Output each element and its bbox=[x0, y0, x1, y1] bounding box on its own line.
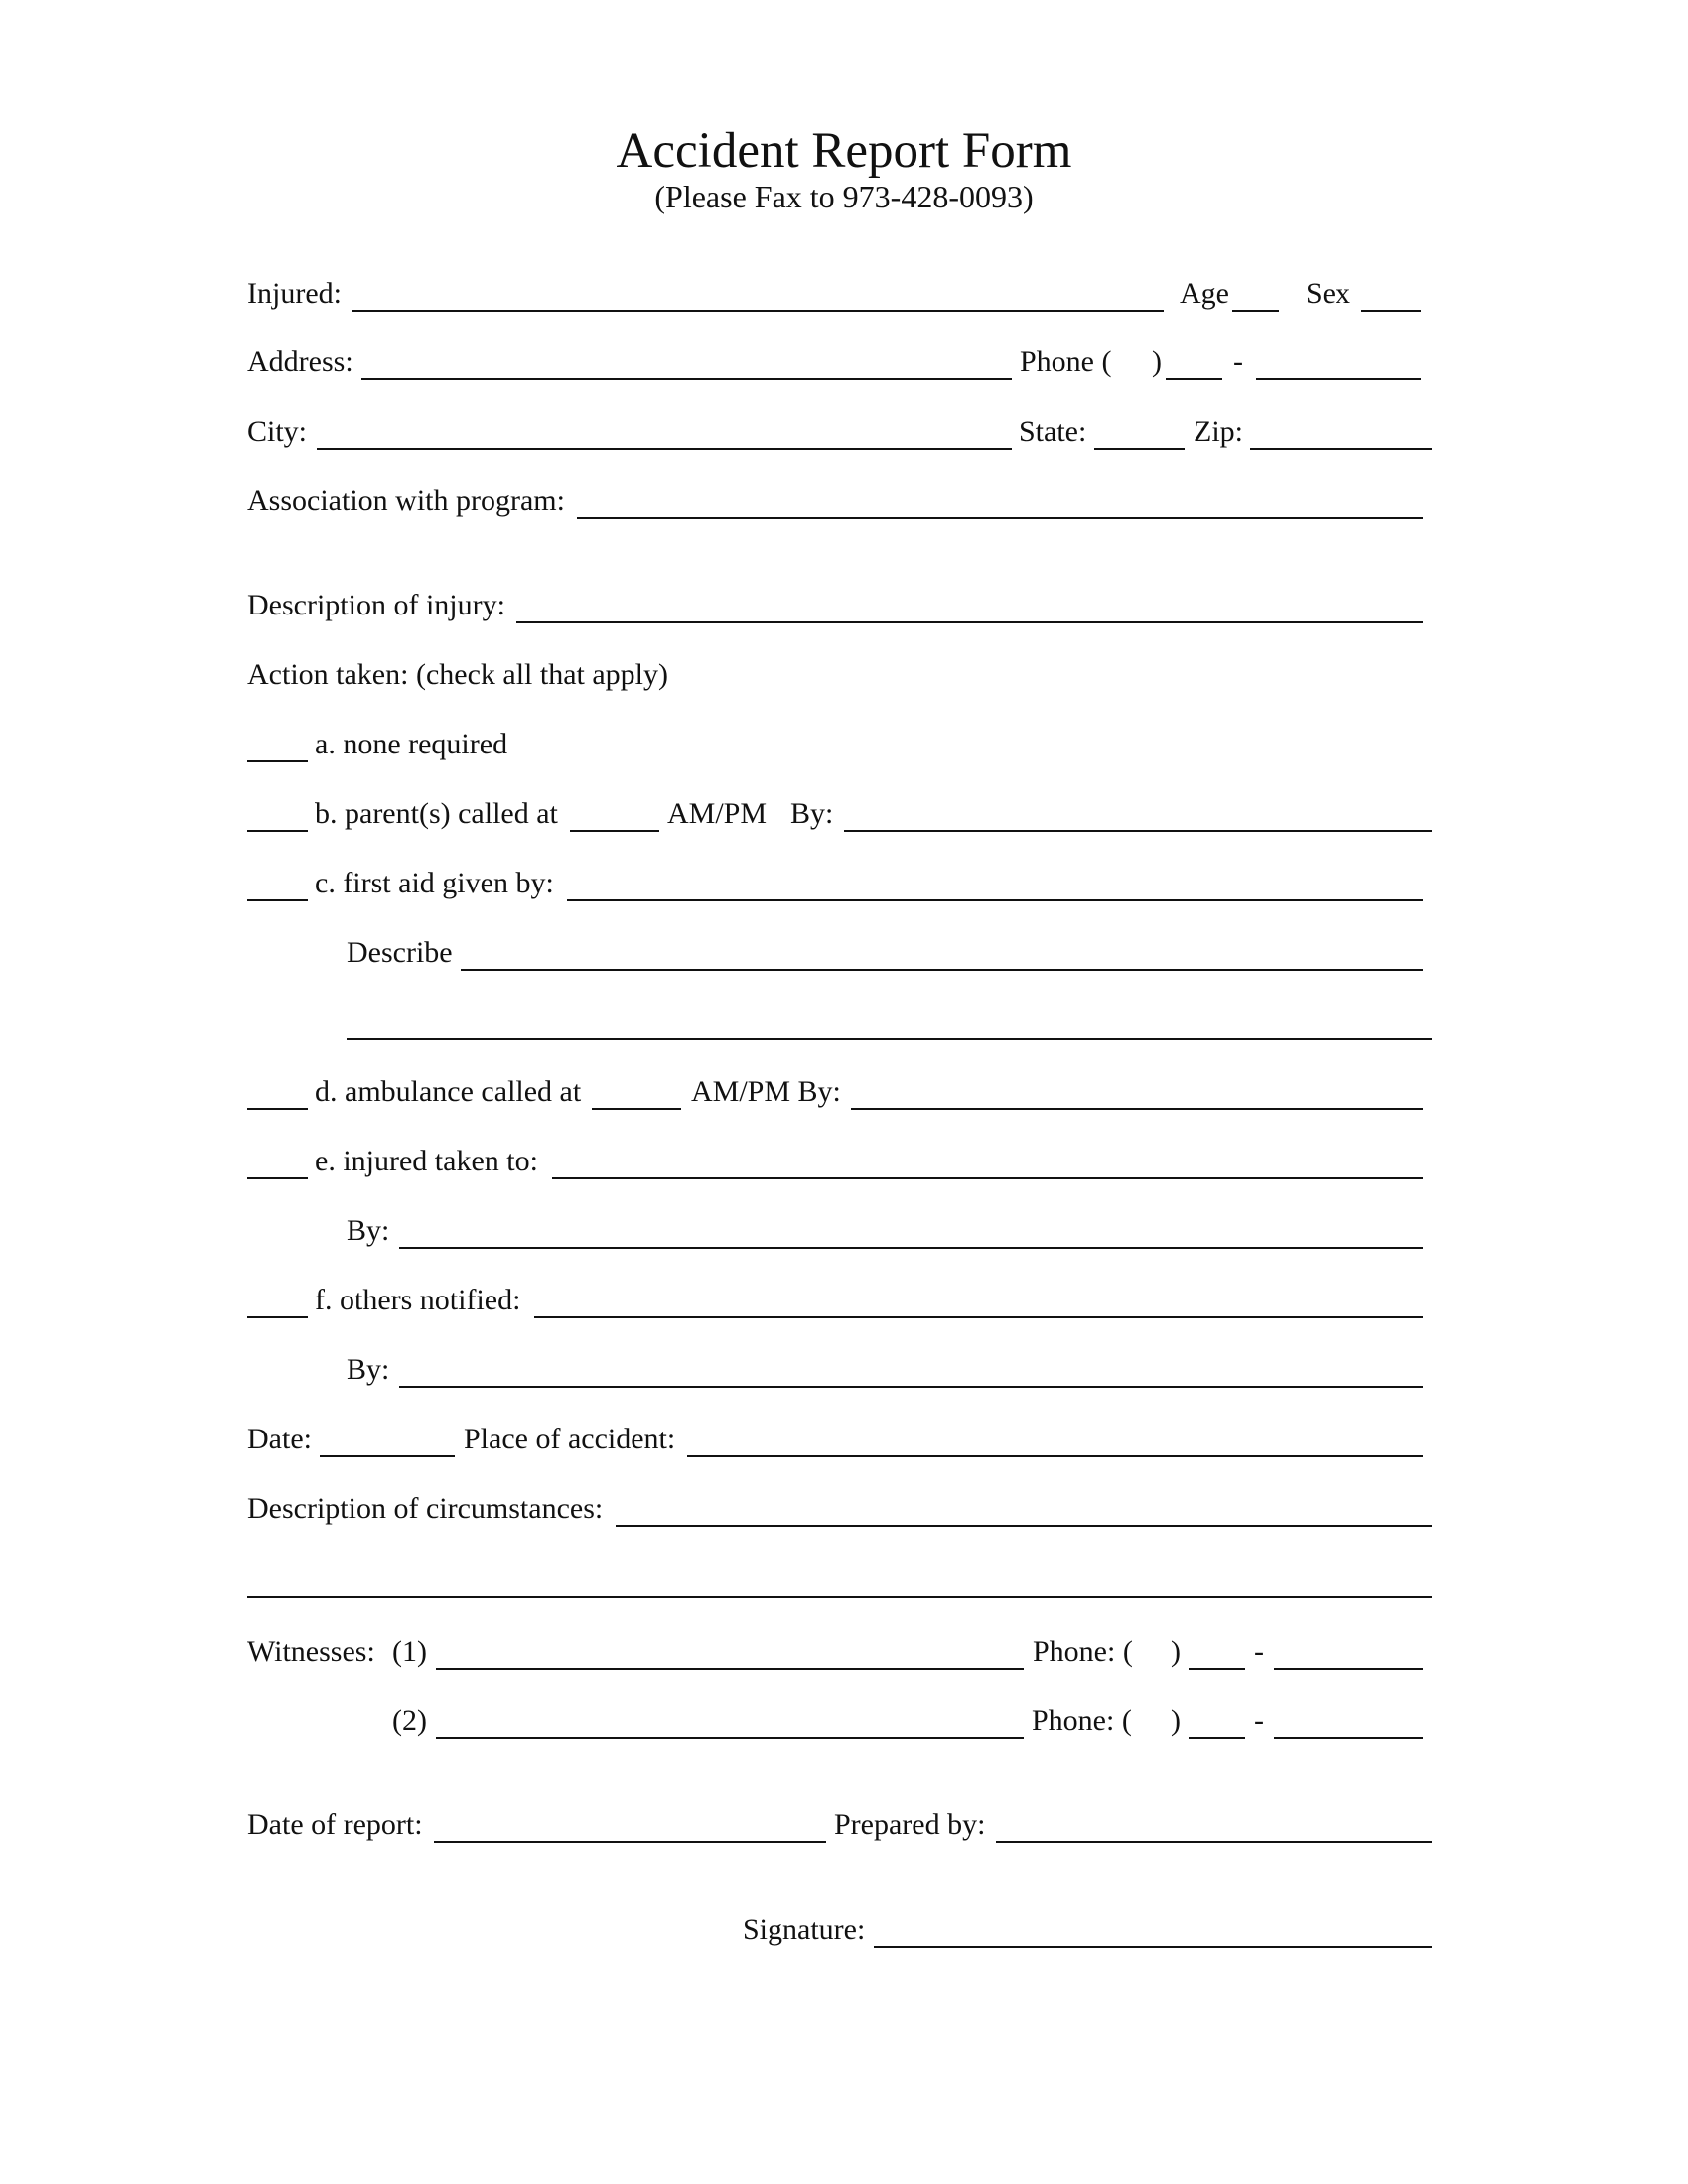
action-a-checkbox[interactable] bbox=[247, 760, 308, 762]
address-field[interactable] bbox=[361, 378, 1012, 380]
action-f-row bbox=[247, 1281, 1688, 1324]
address-row bbox=[247, 342, 1688, 386]
action-b-ampm: AM/PM bbox=[667, 797, 768, 830]
witness-1-number: (1) bbox=[392, 1635, 427, 1668]
witnesses-label: Witnesses: bbox=[247, 1635, 375, 1668]
zip-field[interactable] bbox=[1250, 448, 1432, 450]
witness-1-phone-label: Phone: ( bbox=[1033, 1635, 1133, 1668]
date-place-row bbox=[247, 1420, 1688, 1463]
witness-1-phone-close: ) bbox=[1171, 1635, 1181, 1668]
circumstances-label: Description of circumstances: bbox=[247, 1492, 604, 1525]
injured-label: Injured: bbox=[247, 277, 342, 310]
accident-date-field[interactable] bbox=[320, 1455, 455, 1457]
circumstances-field[interactable] bbox=[616, 1525, 1432, 1527]
describe-continuation-row bbox=[247, 1003, 1688, 1046]
witness-2-row bbox=[247, 1702, 1688, 1745]
action-c-label: c. first aid given by: bbox=[315, 867, 554, 899]
city-label: City: bbox=[247, 415, 308, 448]
sex-field[interactable] bbox=[1361, 310, 1421, 312]
age-label: Age bbox=[1180, 277, 1229, 310]
prepared-by-field[interactable] bbox=[996, 1841, 1432, 1843]
action-a-row bbox=[247, 725, 1688, 768]
witness-2-number: (2) bbox=[392, 1705, 427, 1737]
witness-1-name-field[interactable] bbox=[436, 1668, 1024, 1670]
injured-row bbox=[247, 274, 1688, 318]
witness-2-phone-number-field[interactable] bbox=[1274, 1737, 1423, 1739]
witness-2-name-field[interactable] bbox=[436, 1737, 1024, 1739]
action-b-row bbox=[247, 794, 1688, 838]
association-label: Association with program: bbox=[247, 484, 565, 517]
phone-label: Phone ( bbox=[1020, 345, 1112, 378]
injured-name-field[interactable] bbox=[352, 310, 1164, 312]
signature-label: Signature: bbox=[743, 1913, 866, 1946]
injured-taken-by-field[interactable] bbox=[399, 1247, 1423, 1249]
sex-label: Sex bbox=[1306, 277, 1350, 310]
first-aid-describe-field[interactable] bbox=[461, 969, 1423, 971]
first-aid-describe-continuation-field[interactable] bbox=[347, 1038, 1432, 1040]
action-b-label: b. parent(s) called at bbox=[315, 797, 558, 830]
phone-area-close: ) bbox=[1152, 345, 1162, 378]
phone-number-field[interactable] bbox=[1256, 378, 1421, 380]
accident-place-field[interactable] bbox=[687, 1455, 1423, 1457]
action-c-row bbox=[247, 864, 1688, 907]
report-row bbox=[247, 1805, 1688, 1848]
witness-2-phone-dash: - bbox=[1254, 1705, 1264, 1737]
parent-called-time-field[interactable] bbox=[570, 830, 659, 832]
fax-instructions: (Please Fax to 973-428-0093) bbox=[654, 179, 1034, 214]
action-f-checkbox[interactable] bbox=[247, 1316, 308, 1318]
action-d-row bbox=[247, 1072, 1688, 1116]
ambulance-called-by-field[interactable] bbox=[851, 1108, 1423, 1110]
action-e-row bbox=[247, 1142, 1688, 1185]
action-e-by-label: By: bbox=[347, 1214, 390, 1247]
prepared-by-label: Prepared by: bbox=[834, 1808, 986, 1841]
address-label: Address: bbox=[247, 345, 353, 378]
first-aid-by-field[interactable] bbox=[567, 899, 1423, 901]
phone-dash: - bbox=[1233, 345, 1243, 378]
action-heading: Action taken: (check all that apply) bbox=[247, 658, 668, 691]
report-date-field[interactable] bbox=[434, 1841, 826, 1843]
action-d-checkbox[interactable] bbox=[247, 1108, 308, 1110]
others-notified-field[interactable] bbox=[534, 1316, 1423, 1318]
circumstances-continuation-field[interactable] bbox=[247, 1596, 1432, 1598]
signature-row bbox=[247, 1910, 1688, 1954]
circumstances-continuation-row bbox=[247, 1561, 1688, 1604]
report-date-label: Date of report: bbox=[247, 1808, 423, 1841]
action-f-by-label: By: bbox=[347, 1353, 390, 1386]
witness-1-phone-prefix-field[interactable] bbox=[1189, 1668, 1245, 1670]
zip-label: Zip: bbox=[1194, 415, 1243, 448]
action-f-label: f. others notified: bbox=[315, 1284, 521, 1316]
action-d-label: d. ambulance called at bbox=[315, 1075, 582, 1108]
form-title: Accident Report Form bbox=[616, 123, 1072, 179]
age-field[interactable] bbox=[1232, 310, 1279, 312]
ambulance-called-time-field[interactable] bbox=[592, 1108, 681, 1110]
witness-1-row bbox=[247, 1632, 1688, 1676]
association-field[interactable] bbox=[577, 517, 1423, 519]
action-heading-row bbox=[247, 655, 1688, 699]
description-injury-row bbox=[247, 586, 1688, 629]
describe-row bbox=[247, 933, 1688, 977]
witness-1-phone-dash: - bbox=[1254, 1635, 1264, 1668]
description-injury-field[interactable] bbox=[516, 621, 1423, 623]
action-a-label: a. none required bbox=[315, 728, 508, 760]
action-e-label: e. injured taken to: bbox=[315, 1145, 538, 1177]
date-label: Date: bbox=[247, 1423, 312, 1455]
association-row bbox=[247, 481, 1688, 525]
action-e-by-row bbox=[247, 1211, 1688, 1255]
description-injury-label: Description of injury: bbox=[247, 589, 505, 621]
city-field[interactable] bbox=[317, 448, 1012, 450]
describe-label: Describe bbox=[347, 936, 453, 969]
state-label: State: bbox=[1019, 415, 1087, 448]
action-c-checkbox[interactable] bbox=[247, 899, 308, 901]
circumstances-row bbox=[247, 1489, 1688, 1533]
witness-2-phone-label: Phone: ( bbox=[1032, 1705, 1132, 1737]
action-b-checkbox[interactable] bbox=[247, 830, 308, 832]
others-notified-by-field[interactable] bbox=[399, 1386, 1423, 1388]
action-d-ampm-by: AM/PM By: bbox=[691, 1075, 841, 1108]
action-b-by-label: By: bbox=[790, 797, 834, 830]
witness-2-phone-close: ) bbox=[1171, 1705, 1181, 1737]
city-row bbox=[247, 412, 1688, 456]
action-e-checkbox[interactable] bbox=[247, 1177, 308, 1179]
parent-called-by-field[interactable] bbox=[844, 830, 1432, 832]
action-f-by-row bbox=[247, 1350, 1688, 1394]
place-label: Place of accident: bbox=[464, 1423, 676, 1455]
phone-prefix-field[interactable] bbox=[1166, 378, 1222, 380]
signature-field[interactable] bbox=[874, 1946, 1432, 1948]
injured-taken-to-field[interactable] bbox=[552, 1177, 1423, 1179]
state-field[interactable] bbox=[1094, 448, 1185, 450]
witness-1-phone-number-field[interactable] bbox=[1274, 1668, 1423, 1670]
witness-2-phone-prefix-field[interactable] bbox=[1189, 1737, 1245, 1739]
